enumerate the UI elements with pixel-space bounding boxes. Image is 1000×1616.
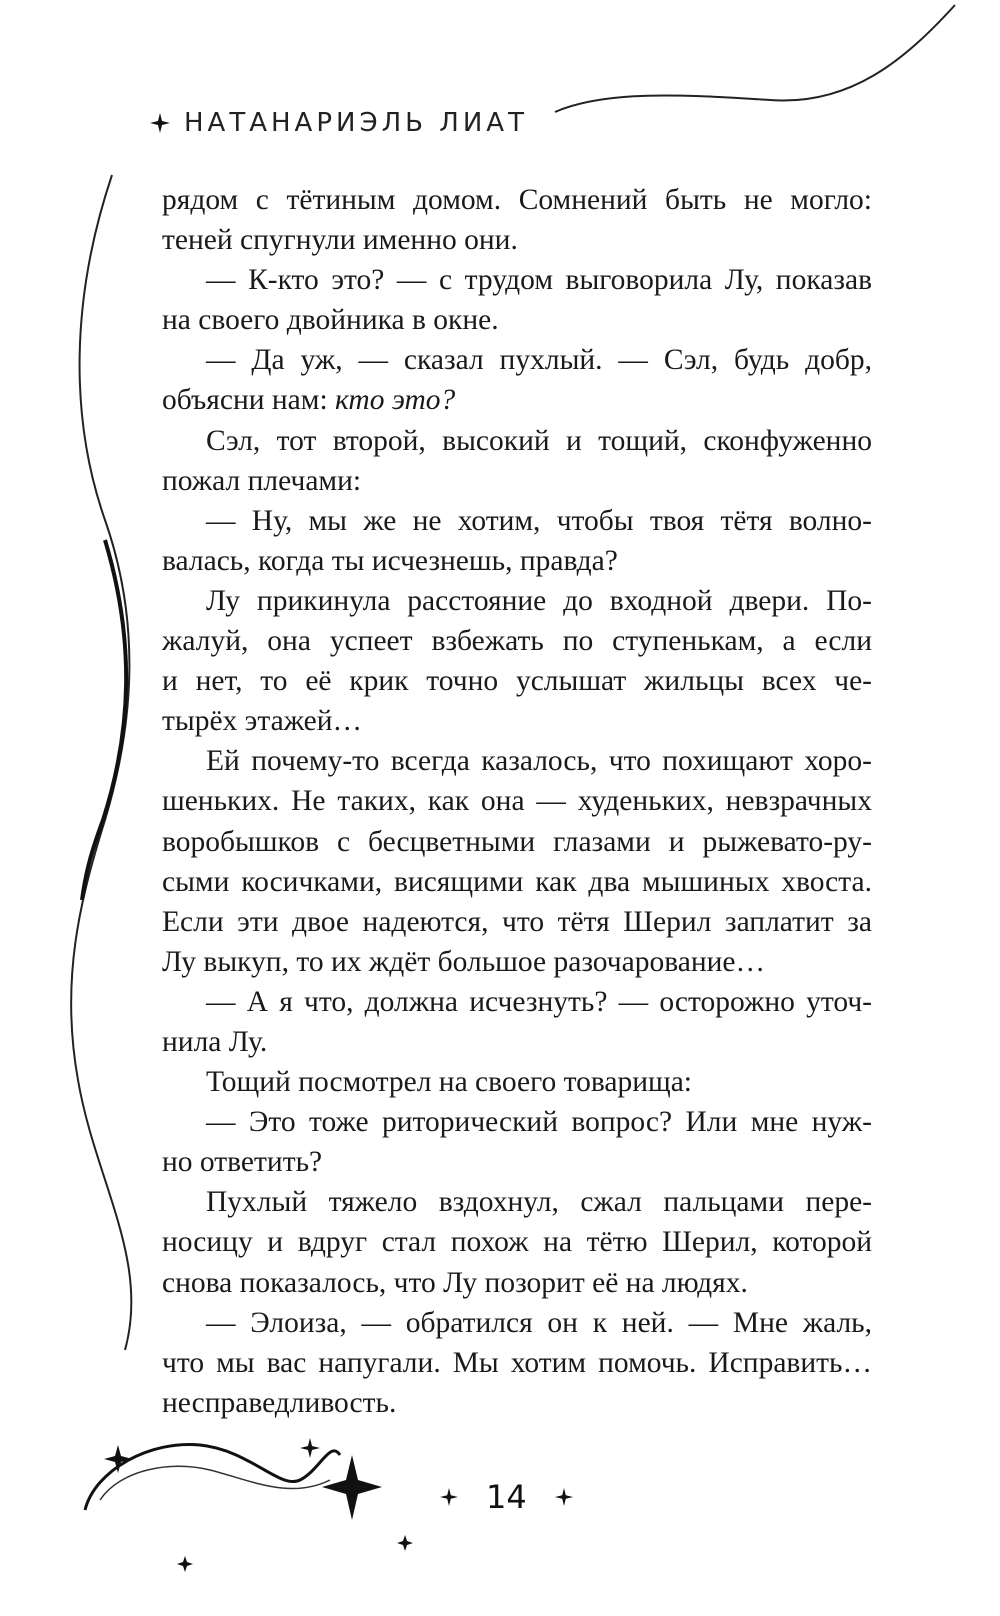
author-name: НАТАНАРИЭЛЬ ЛИАТ <box>184 108 528 138</box>
text-line: — Да уж, — сказал пухлый. — Сэл, будь добр, <box>206 344 872 377</box>
text-line: тырёх этажей… <box>162 705 363 738</box>
sparkle-icon-1 <box>104 1445 132 1473</box>
body-text <box>162 180 872 1423</box>
text-line: жалуй, она успеет взбежать по ступенькам, а если <box>162 625 872 658</box>
text-line: несправедливость. <box>162 1386 397 1419</box>
bottom-swirl-inner-ornament <box>100 1466 330 1500</box>
text-line: Лу прикинула расстояние до входной двери. По- <box>206 584 872 617</box>
text-line: Ей почему-то всегда казалось, что похищают хоро- <box>206 745 872 778</box>
text-line: носицу и вдруг стал похож на тётю Шерил, которой <box>162 1226 872 1259</box>
text-line: Сэл, тот второй, высокий и тощий, сконфуженно <box>206 424 872 457</box>
text-line: — А я что, должна исчезнуть? — осторожно уточ- <box>206 985 872 1018</box>
sparkle-icon-3 <box>177 1556 193 1572</box>
text-line: валась, когда ты исчезнешь, правда? <box>162 544 618 577</box>
text-line: и нет, то её крик точно услышат жильцы всех че- <box>162 665 872 698</box>
text-line: воробышков с бесцветными глазами и рыжевато-ру- <box>162 825 872 858</box>
star-icon <box>555 1488 573 1506</box>
text-line: но ответить? <box>162 1146 323 1179</box>
sparkle-icon-4 <box>397 1535 413 1551</box>
text-line: — Элоиза, — обратился он к ней. — Мне жаль, <box>206 1306 872 1339</box>
page-footer <box>440 1478 573 1516</box>
text-line: теней спугнули именно они. <box>162 224 518 257</box>
large-sparkle-icon <box>322 1455 382 1520</box>
text-line: пожал плечами: <box>162 464 362 497</box>
sparkle-icon-2 <box>300 1438 320 1458</box>
text-line: снова показалось, что Лу позорит её на людях. <box>162 1266 748 1299</box>
text-line: нила Лу. <box>162 1025 268 1058</box>
text-line: — К-кто это? — с трудом выговорила Лу, показав <box>206 264 872 297</box>
left-wave-ornament <box>71 175 131 1350</box>
text-line: Пухлый тяжело вздохнул, сжал пальцами пере- <box>206 1186 872 1219</box>
left-wave-thick-ornament <box>82 540 126 900</box>
page-number: 14 <box>486 1478 527 1516</box>
text-line <box>162 380 872 420</box>
text-line: шеньких. Не таких, как она — худеньких, невзрачных <box>162 785 872 818</box>
text-line: на своего двойника в окне. <box>162 304 499 337</box>
text-line: Если эти двое надеются, что тётя Шерил заплатит за <box>162 905 872 938</box>
text-line: что мы вас напугали. Мы хотим помочь. Исправить… <box>162 1346 872 1379</box>
star-icon <box>150 113 170 133</box>
star-icon <box>440 1488 458 1506</box>
text-line: сыми косичками, висящими как два мышиных хвоста. <box>162 865 872 898</box>
running-header <box>150 108 528 138</box>
text-line: рядом с тётиным домом. Сомнений быть не могло: <box>162 184 872 216</box>
text-line: Лу выкуп, то их ждёт большое разочарование… <box>162 945 766 978</box>
italic-text: кто это? <box>335 384 456 417</box>
text-line: — Это тоже риторический вопрос? Или мне нуж- <box>206 1106 872 1139</box>
top-swoosh-ornament <box>555 5 955 112</box>
text-span: объясни нам: <box>162 384 336 417</box>
text-line: — Ну, мы же не хотим, чтобы твоя тётя волно- <box>206 504 872 537</box>
bottom-swirl-ornament <box>85 1444 340 1510</box>
text-line: Тощий посмотрел на своего товарища: <box>206 1066 693 1099</box>
